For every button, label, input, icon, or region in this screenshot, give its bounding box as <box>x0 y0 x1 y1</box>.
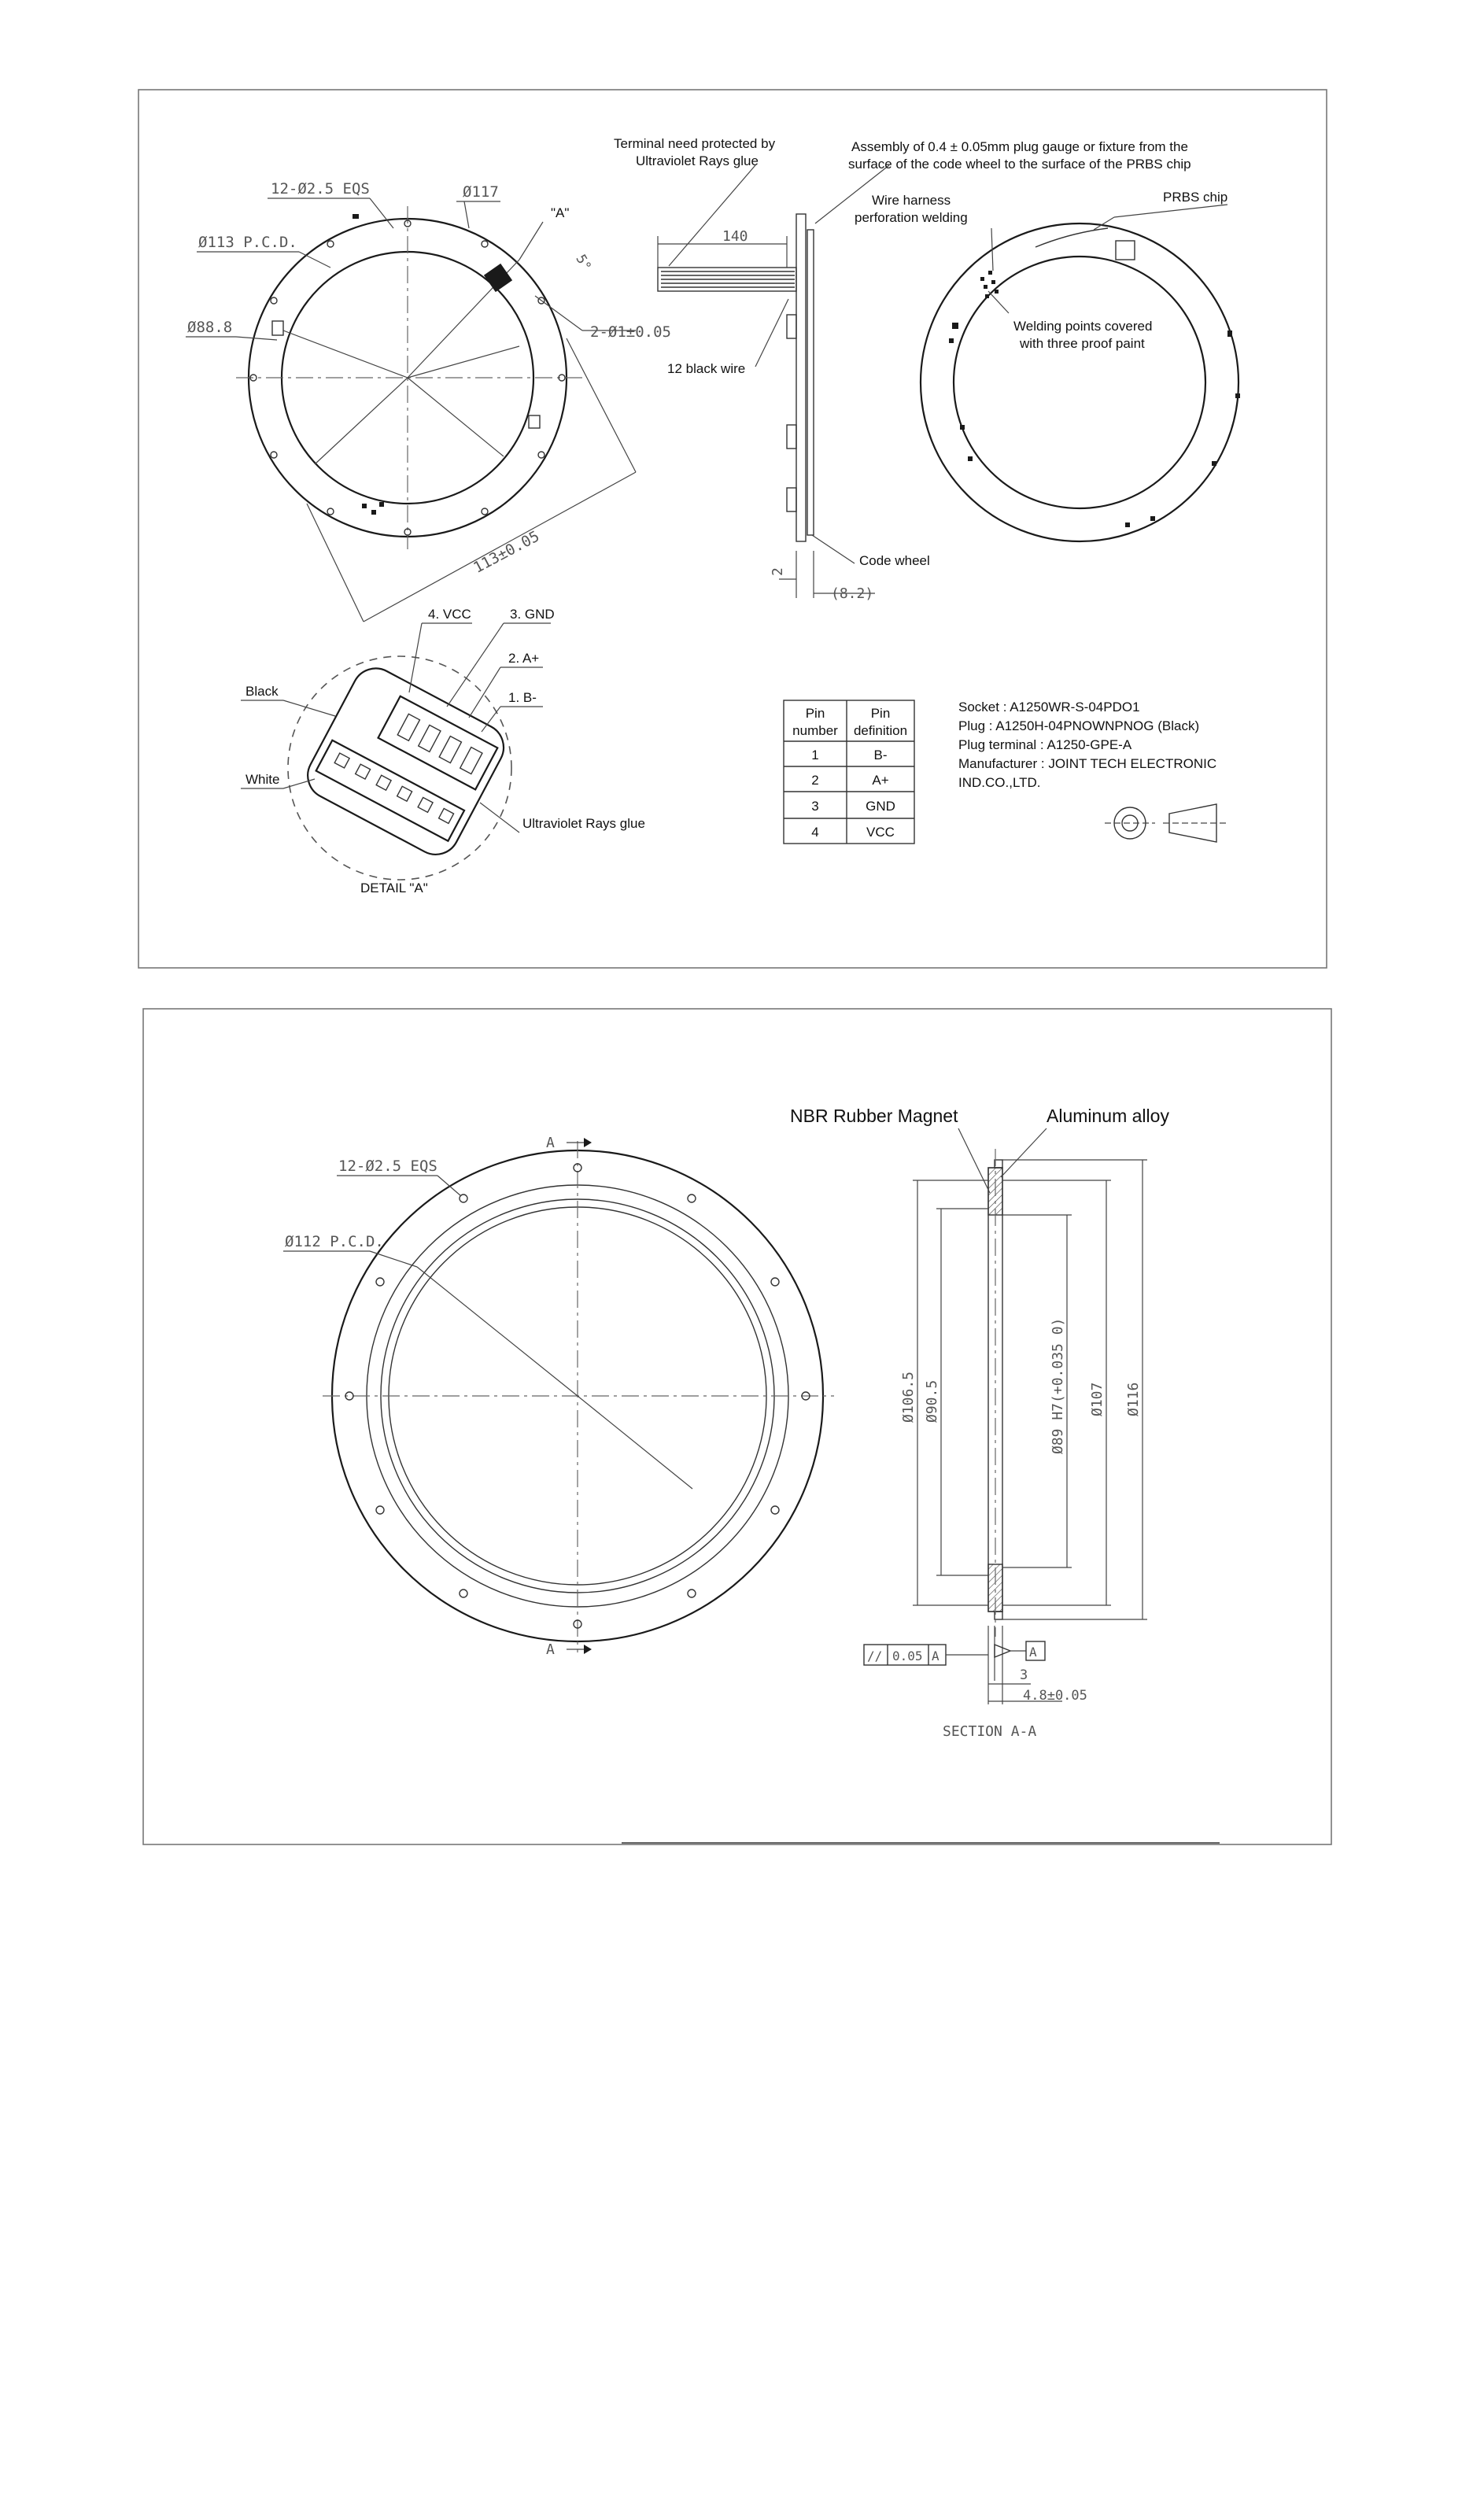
back-view <box>855 190 1240 541</box>
pin1-label: 1. B- <box>508 690 537 705</box>
socket-line-4: Manufacturer : JOINT TECH ELECTRONIC <box>958 756 1217 771</box>
material-right: Aluminum alloy <box>1047 1106 1169 1126</box>
glue-label: Ultraviolet Rays glue <box>522 816 645 831</box>
pin-header-1b: number <box>792 723 838 738</box>
connector-socket <box>484 264 512 292</box>
pin-row-1-num: 1 <box>811 748 819 762</box>
black-wire-label: Black <box>245 684 279 699</box>
dim-right-2: Ø107 <box>1089 1382 1106 1416</box>
section-mark-top: A <box>546 1135 555 1151</box>
pin-row-2-def: A+ <box>872 773 889 788</box>
pin2-label: 2. A+ <box>508 651 540 666</box>
inner-dia-label: Ø88.8 <box>187 319 233 336</box>
wire-harness-2: perforation welding <box>855 210 968 225</box>
dim-3-label: 3 <box>1020 1667 1028 1683</box>
front-holes-label: 12-Ø2.5 EQS <box>338 1158 437 1175</box>
prbs-chip <box>1116 241 1135 260</box>
pin-header-1a: Pin <box>805 706 825 721</box>
pin3-label: 3. GND <box>510 607 555 622</box>
welding-note-1: Welding points covered <box>1013 319 1153 334</box>
pcb-edge <box>796 214 806 541</box>
pcd-label: Ø113 P.C.D. <box>198 234 297 251</box>
pin-row-2-num: 2 <box>811 773 819 788</box>
note-terminal-2: Ultraviolet Rays glue <box>636 153 759 168</box>
pin-header-2a: Pin <box>870 706 891 721</box>
note-gauge-1: Assembly of 0.4 ± 0.05mm plug gauge or fixture from the <box>851 139 1188 154</box>
pin-header-2b: definition <box>853 723 908 738</box>
pin-row-3-def: GND <box>866 799 895 814</box>
detail-circle <box>288 656 511 880</box>
top-view <box>186 180 671 622</box>
detail-ref-label: "A" <box>551 205 570 220</box>
detail-title: DETAIL "A" <box>360 881 428 895</box>
front-view <box>283 1135 834 1658</box>
back-outer-ring <box>921 223 1239 541</box>
prbs-chip-label: PRBS chip <box>1163 190 1228 205</box>
sheet2-frame <box>143 1009 1331 1844</box>
wire-harness-1: Wire harness <box>872 193 951 208</box>
wire-length: 140 <box>722 228 748 245</box>
pin-row-3-num: 3 <box>811 799 819 814</box>
outer-dia-label: Ø117 <box>463 183 499 201</box>
solder-points <box>949 271 1240 527</box>
tolerance-symbol: // <box>867 1649 883 1663</box>
pin-row-4-num: 4 <box>811 825 819 840</box>
angle-label: 5° <box>572 252 595 275</box>
dim-left-1: Ø106.5 <box>900 1371 917 1423</box>
tolerance-datum: A <box>932 1649 939 1663</box>
pin-row-4-def: VCC <box>866 825 895 840</box>
datum-label: A <box>1029 1645 1037 1660</box>
dim-right-1: Ø89 H7(+0.035 0) <box>1050 1317 1066 1454</box>
welding-note-2: with three proof paint <box>1020 336 1145 351</box>
dim-right-3: Ø116 <box>1125 1382 1142 1416</box>
dim-left-2: Ø90.5 <box>924 1379 940 1423</box>
thickness-a: 2 <box>770 567 786 576</box>
note-terminal-1: Terminal need protected by <box>614 136 776 151</box>
tolerance-frame <box>864 1645 988 1665</box>
detail-a <box>241 607 645 895</box>
code-wheel-edge <box>807 230 814 535</box>
code-wheel-label: Code wheel <box>859 553 930 568</box>
pin4-label: 4. VCC <box>428 607 471 622</box>
section-mark-bottom: A <box>546 1641 555 1658</box>
socket-line-3: Plug terminal : A1250-GPE-A <box>958 737 1132 752</box>
tolerance-value: 0.05 <box>892 1649 923 1663</box>
material-left: NBR Rubber Magnet <box>790 1106 958 1126</box>
section-title: SECTION A-A <box>943 1723 1037 1740</box>
pins-label: 2-Ø1±0.05 <box>590 323 671 341</box>
front-pcd-label: Ø112 P.C.D. <box>285 1233 384 1250</box>
span-dim-label: 113±0.05 <box>471 527 543 577</box>
thickness-b: (8.2) <box>831 585 874 602</box>
pin-table <box>784 700 914 844</box>
white-wire-label: White <box>245 772 280 787</box>
wire-bundle <box>658 268 796 291</box>
wire-label: 12 black wire <box>667 361 746 376</box>
projection-symbol <box>1105 804 1226 842</box>
holes-label: 12-Ø2.5 EQS <box>271 180 370 198</box>
sheet1-frame <box>138 90 1327 968</box>
note-gauge-2: surface of the code wheel to the surface of the PRBS chip <box>848 157 1191 172</box>
socket-info <box>958 700 1216 790</box>
pin-row-1-def: B- <box>873 748 888 762</box>
socket-line-1: Socket : A1250WR-S-04PDO1 <box>958 700 1140 714</box>
socket-line-5: IND.CO.,LTD. <box>958 775 1041 790</box>
section-view <box>790 1106 1169 1740</box>
socket-line-2: Plug : A1250H-04PNOWNPNOG (Black) <box>958 718 1200 733</box>
dim-width-label: 4.8±0.05 <box>1023 1688 1087 1704</box>
